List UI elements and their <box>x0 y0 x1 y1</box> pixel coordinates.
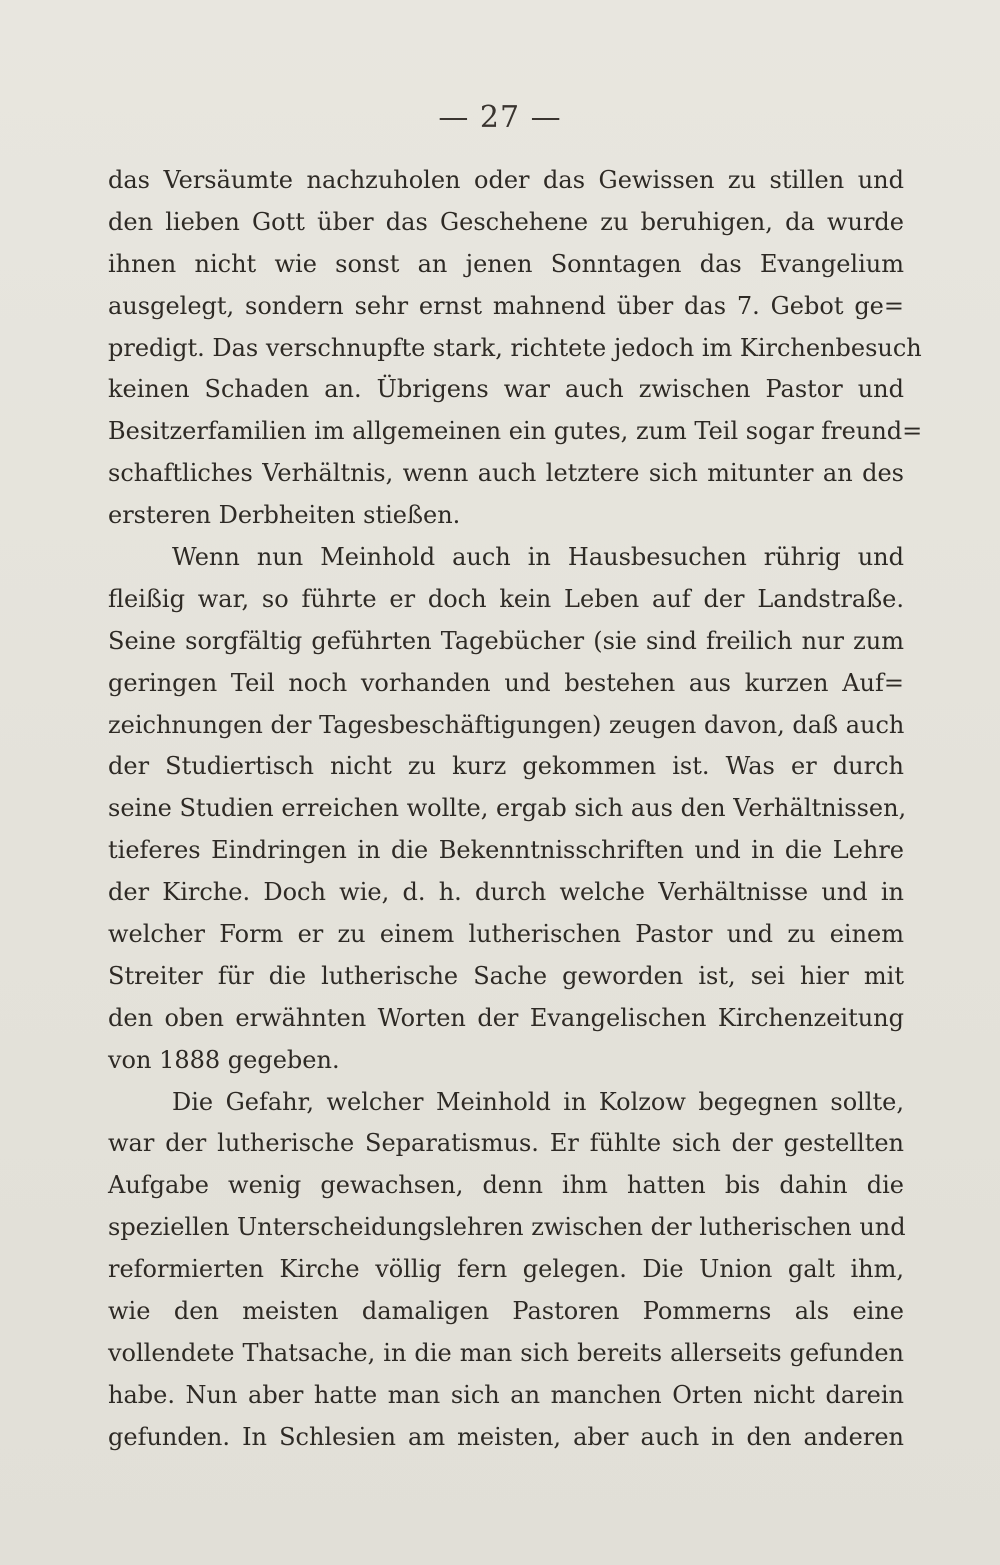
text-line: ihnen nicht wie sonst an jenen Sonntagen das Evangelium <box>108 249 904 278</box>
text-line: zeichnungen der Tagesbeschäftigungen) zeugen davon, daß auch <box>108 710 905 739</box>
text-line: keinen Schaden an. Übrigens war auch zwischen Pastor und <box>108 375 904 404</box>
text-line: von 1888 gegeben. <box>108 1045 340 1074</box>
text-line: der Kirche. Doch wie, d. h. durch welche Verhältnisse und in <box>108 878 904 907</box>
text-line: den oben erwähnten Worten der Evangelischen Kirchenzeitung <box>108 1003 904 1032</box>
text-line: Streiter für die lutherische Sache geworden ist, sei hier mit <box>108 961 904 990</box>
text-line: welcher Form er zu einem lutherischen Pastor und zu einem <box>108 920 904 949</box>
text-line: Die Gefahr, welcher Meinhold in Kolzow begegnen sollte, <box>172 1087 904 1116</box>
text-line: Besitzerfamilien im allgemeinen ein gutes, zum Teil sogar freund= <box>108 417 923 446</box>
text-line: tieferes Eindringen in die Bekenntnisschriften und in die Lehre <box>108 836 904 865</box>
text-line: speziellen Unterscheidungslehren zwischen der lutherischen und <box>108 1213 906 1242</box>
paragraph-3 <box>108 1082 904 1459</box>
text-line: fleißig war, so führte er doch kein Leben auf der Landstraße. <box>108 584 904 613</box>
paragraph-2 <box>108 537 907 1082</box>
text-line: wie den meisten damaligen Pastoren Pommerns als eine <box>108 1297 904 1326</box>
text-line: ausgelegt, sondern sehr ernst mahnend über das 7. Gebot ge= <box>108 291 904 320</box>
text-line: das Versäumte nachzuholen oder das Gewissen zu stillen und <box>108 166 904 194</box>
paragraph-1 <box>108 160 923 537</box>
text-line: reformierten Kirche völlig fern gelegen. Die Union galt ihm, <box>108 1255 904 1284</box>
text-line: den lieben Gott über das Geschehene zu beruhigen, da wurde <box>108 207 904 236</box>
text-line: der Studiertisch nicht zu kurz gekommen ist. Was er durch <box>108 752 904 781</box>
text-line: Seine sorgfältig geführten Tagebücher (sie sind freilich nur zum <box>108 626 904 655</box>
text-line: geringen Teil noch vorhanden und bestehen aus kurzen Auf= <box>108 668 904 697</box>
text-line: war der lutherische Separatismus. Er fühlte sich der gestellten <box>108 1129 904 1158</box>
text-line: ersteren Derbheiten stießen. <box>108 501 461 530</box>
text-line: schaftliches Verhältnis, wenn auch letztere sich mitunter an des <box>108 459 904 488</box>
text-line: Wenn nun Meinhold auch in Hausbesuchen rührig und <box>172 543 904 572</box>
text-line: gefunden. In Schlesien am meisten, aber auch in den anderen <box>108 1422 904 1451</box>
body-text <box>108 160 923 1459</box>
text-line: vollendete Thatsache, in die man sich bereits allerseits gefunden <box>108 1338 904 1367</box>
text-line: Aufgabe wenig gewachsen, denn ihm hatten bis dahin die <box>108 1171 904 1200</box>
page-number: — 27 — <box>438 100 562 135</box>
text-line: habe. Nun aber hatte man sich an manchen Orten nicht darein <box>108 1380 904 1409</box>
text-line: predigt. Das verschnupfte stark, richtete jedoch im Kirchenbesuch <box>108 333 922 362</box>
text-line: seine Studien erreichen wollte, ergab sich aus den Verhältnissen, <box>108 794 907 823</box>
